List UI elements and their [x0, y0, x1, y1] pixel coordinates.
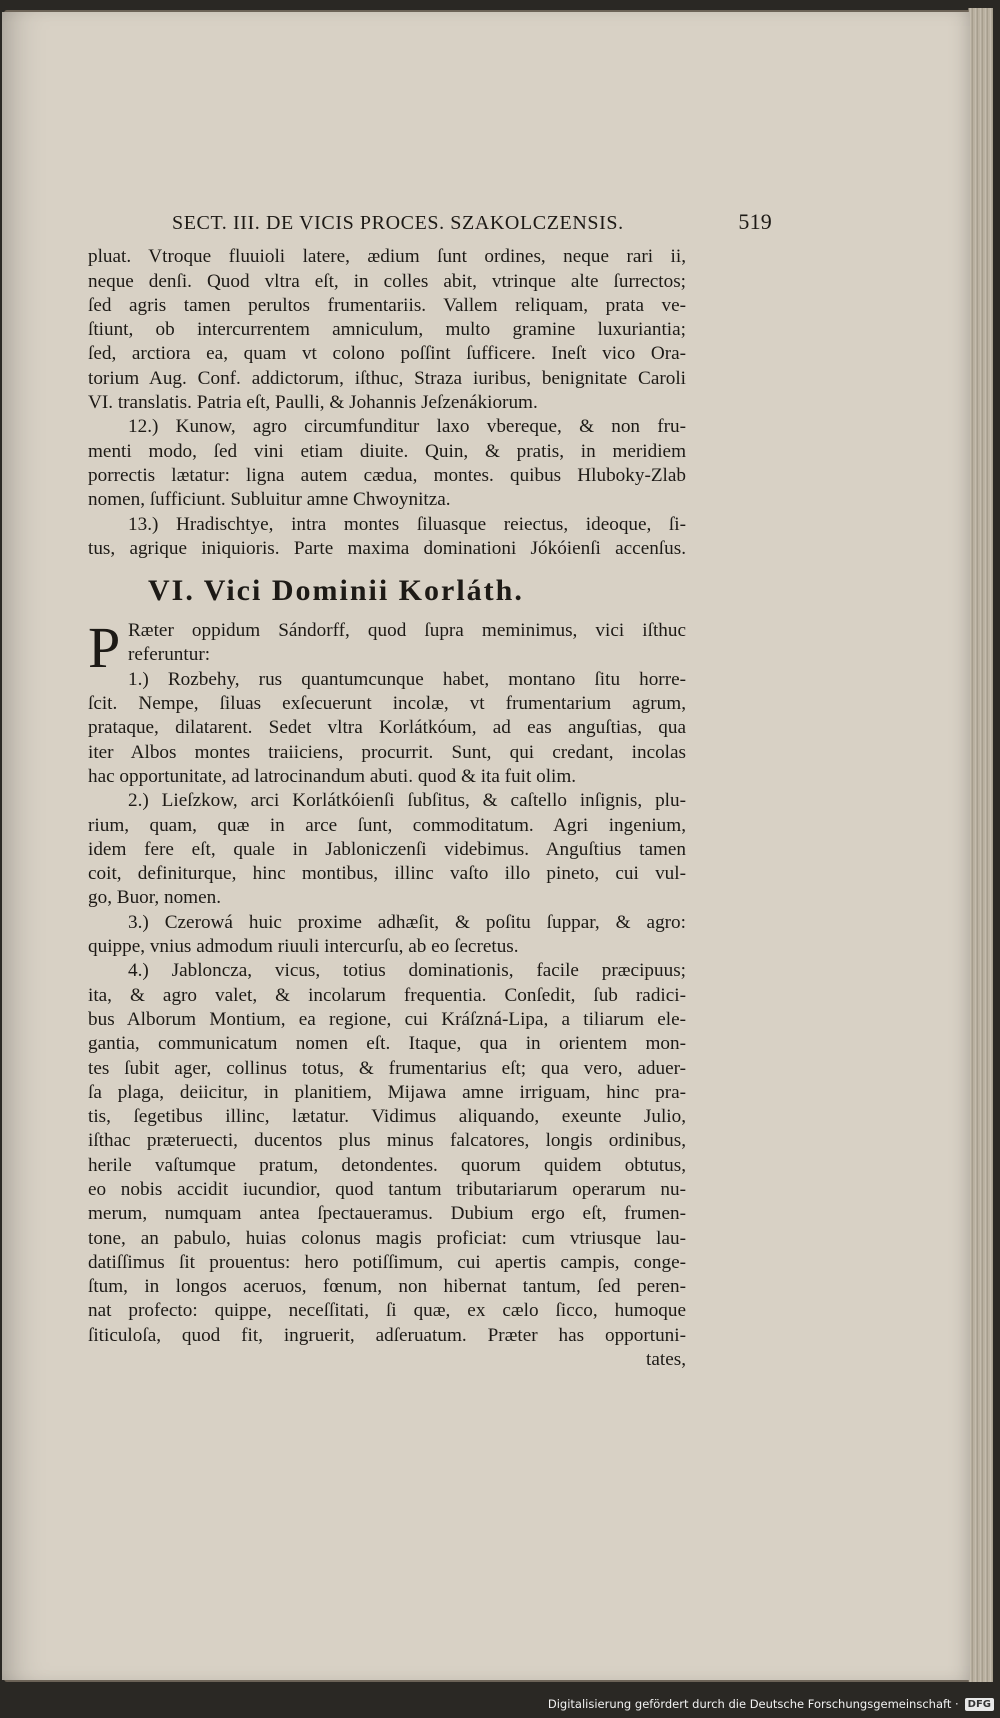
text-line: Ræter oppidum Sándorff, quod ſupra meminimus, vici iſthuc: [128, 620, 686, 642]
text-line: iſthac præteruecti, ducentos plus minus falcatores, longis ordinibus,: [88, 1130, 686, 1152]
text-line: tis, ſegetibus illinc, lætatur. Vidimus aliquando, exeunte Julio,: [88, 1106, 686, 1128]
text-line: tus, agrique iniquioris. Parte maxima dominationi Jókóienſi accenſus.: [88, 537, 686, 559]
text-line: ſiticuloſa, quod fit, ingruerit, adſeruatum. Præter has opportuni-: [88, 1324, 686, 1346]
page-edge: [968, 8, 993, 1682]
text-line: ſcit. Nempe, ſiluas exſecuerunt incolæ, vt frumentarium agrum,: [88, 693, 686, 715]
text-line: ſed agris tamen perultos frumentariis. Vallem reliquam, prata ve-: [88, 294, 686, 316]
text-line: ita, & agro valet, & incolarum frequentia. Conſedit, ſub radici-: [88, 984, 686, 1006]
text-line: coit, definiturque, hinc montibus, illinc vaſto illo pineto, cui vul-: [88, 863, 686, 885]
text-line: eo nobis accidit iucundior, quod tantum tributariarum operarum nu-: [88, 1178, 686, 1200]
text-line: ſa plaga, deiicitur, in planitiem, Mijawa amne irriguam, hinc pra-: [88, 1081, 686, 1103]
text-line: nat profecto: quippe, neceſſitati, ſi quæ, ex cælo ſicco, humoque: [88, 1300, 686, 1322]
text-block: [88, 209, 772, 1372]
dfg-logo: DFG: [965, 1698, 994, 1711]
text-line: hac opportunitate, ad latrocinandum abuti. quod & ita fuit olim.: [88, 765, 577, 787]
footer-credit: [548, 1697, 994, 1711]
text-line: nomen, ſufficiunt. Subluitur amne Chwoynitza.: [88, 489, 451, 511]
text-line: tes ſubit ager, collinus totus, & frumentarius eſt; qua vero, aduer-: [88, 1057, 686, 1079]
footer-text: Digitalisierung gefördert durch die Deutsche Forschungsgemeinschaft ·: [547, 1697, 959, 1711]
text-line: gantia, communicatum nomen eſt. Itaque, qua in orientem mon-: [88, 1033, 686, 1055]
text-line: 2.) Lieſzkow, arci Korlátkóienſi ſubſitus, & caſtello inſignis, plu-: [128, 790, 686, 812]
text-line: ſtum, in longos aceruos, fœnum, non hibernat tantum, ſed peren-: [88, 1276, 686, 1298]
text-line: neque denſi. Quod vltra eſt, in colles abit, vtrinque alte ſurrectos;: [88, 270, 686, 292]
text-line: tone, an pabulo, huias colonus magis proficiat: cum vtriusque lau-: [88, 1227, 686, 1249]
text-line: quippe, vnius admodum riuuli intercurſu, ab eo ſecretus.: [88, 936, 519, 958]
text-line: bus Alborum Montium, ea regione, cui Kráſzná-Lipa, a tiliarum ele-: [88, 1008, 686, 1030]
text-line: herile vaſtumque pratum, detondentes. quorum quidem obtutus,: [88, 1154, 686, 1176]
paragraph-group-b: [88, 615, 686, 1372]
text-line: ſtiunt, ob intercurrentem amniculum, multo gramine luxuriantia;: [88, 319, 686, 341]
paragraph-group-a: [88, 245, 686, 561]
running-head: [172, 210, 772, 235]
page-number: 519: [738, 209, 772, 234]
text-line: 4.) Jabloncza, vicus, totius dominationis, facile præcipuus;: [128, 960, 686, 982]
text-line: referuntur:: [128, 644, 211, 666]
catchword: tates,: [646, 1349, 686, 1371]
text-line: ſed, arctiora ea, quam vt colono poſſint ſufficere. Ineſt vico Ora-: [88, 343, 686, 365]
book-page: [2, 12, 970, 1680]
text-line: 13.) Hradischtye, intra montes ſiluasque reiectus, ideoque, ſi-: [128, 513, 686, 535]
text-line: iter Albos montes traiiciens, procurrit. Sunt, qui credant, incolas: [88, 741, 686, 763]
drop-cap: P: [88, 615, 121, 681]
text-line: go, Buor, nomen.: [88, 887, 222, 909]
section-heading: VI. Vici Dominii Korláth.: [148, 574, 524, 608]
text-line: prataque, dilatarent. Sedet vltra Korlátkóum, ad eas anguſtias, qua: [88, 717, 686, 739]
text-line: 3.) Czerowá huic proxime adhæſit, & poſitu ſuppar, & agro:: [128, 911, 686, 933]
text-line: merum, numquam antea ſpectaueramus. Dubium ergo eſt, frumen-: [88, 1203, 686, 1225]
text-line: VI. translatis. Patria eſt, Paulli, & Johannis Jeſzenákiorum.: [88, 392, 538, 414]
text-line: 1.) Rozbehy, rus quantumcunque habet, montano ſitu horre-: [128, 668, 686, 690]
text-line: pluat. Vtroque fluuioli latere, ædium ſunt ordines, neque rari ii,: [88, 246, 686, 268]
text-line: rium, quam, quæ in arce ſunt, commoditatum. Agri ingenium,: [88, 814, 686, 836]
text-line: torium Aug. Conf. addictorum, iſthuc, Straza iuribus, benignitate Caroli: [88, 367, 686, 389]
running-title: SECT. III. DE VICIS PROCES. SZAKOLCZENSIS.: [172, 212, 624, 234]
text-line: menti modo, ſed vini etiam diuite. Quin, & pratis, in meridiem: [88, 440, 686, 462]
text-line: datiſſimus ſit prouentus: hero potiſſimum, cui apertis campis, conge-: [88, 1251, 686, 1273]
text-line: idem fere eſt, quale in Jabloniczenſi videbimus. Anguſtius tamen: [88, 838, 686, 860]
text-line: 12.) Kunow, agro circumfunditur laxo vbereque, & non fru-: [128, 416, 686, 438]
text-line: porrectis lætatur: ligna autem cædua, montes. quibus Hluboky-Zlab: [88, 464, 686, 486]
